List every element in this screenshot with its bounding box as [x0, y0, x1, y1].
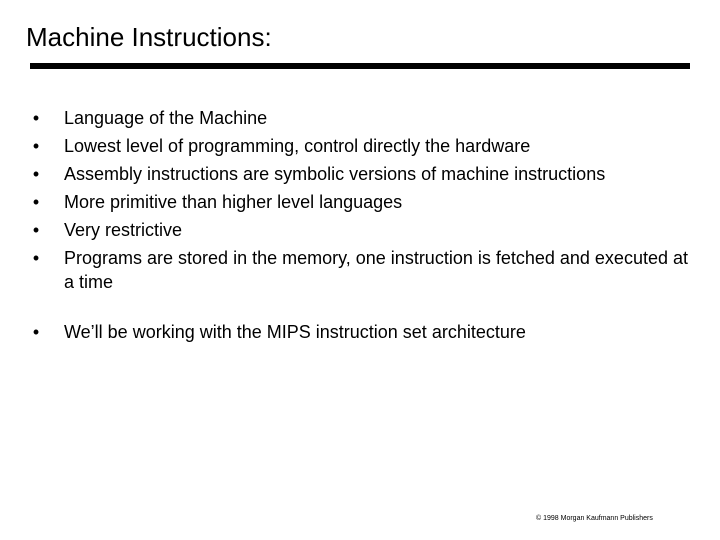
title-divider: [30, 63, 690, 69]
slide-title: Machine Instructions:: [26, 22, 272, 52]
bullet-item: [30, 218, 690, 242]
bullet-icon: •: [32, 322, 40, 342]
bullet-icon: •: [32, 220, 40, 240]
bullet-item: [30, 106, 690, 130]
bullet-icon: •: [32, 192, 40, 212]
bullet-item: [30, 134, 690, 158]
copyright-footer: © 1998 Morgan Kaufmann Publishers: [536, 515, 653, 522]
bullet-text: Assembly instructions are symbolic versions of machine instructions: [64, 164, 606, 184]
bullet-text: More primitive than higher level languages: [64, 192, 403, 212]
bullet-text: Programs are stored in the memory, one instruction is fetched and executed at a time: [64, 248, 688, 292]
bullet-text: Very restrictive: [64, 220, 183, 240]
bullet-item: [30, 190, 690, 214]
bullet-text: We’ll be working with the MIPS instruction set architecture: [64, 322, 526, 342]
bullet-text: Lowest level of programming, control directly the hardware: [64, 136, 531, 156]
bullet-icon: •: [32, 108, 40, 128]
bullet-item: [30, 320, 690, 344]
bullet-icon: •: [32, 164, 40, 184]
bullet-item: [30, 246, 690, 294]
bullet-list: [30, 106, 690, 348]
bullet-text: Language of the Machine: [64, 108, 268, 128]
bullet-icon: •: [32, 136, 40, 156]
bullet-icon: •: [32, 248, 40, 268]
bullet-item: [30, 162, 690, 186]
